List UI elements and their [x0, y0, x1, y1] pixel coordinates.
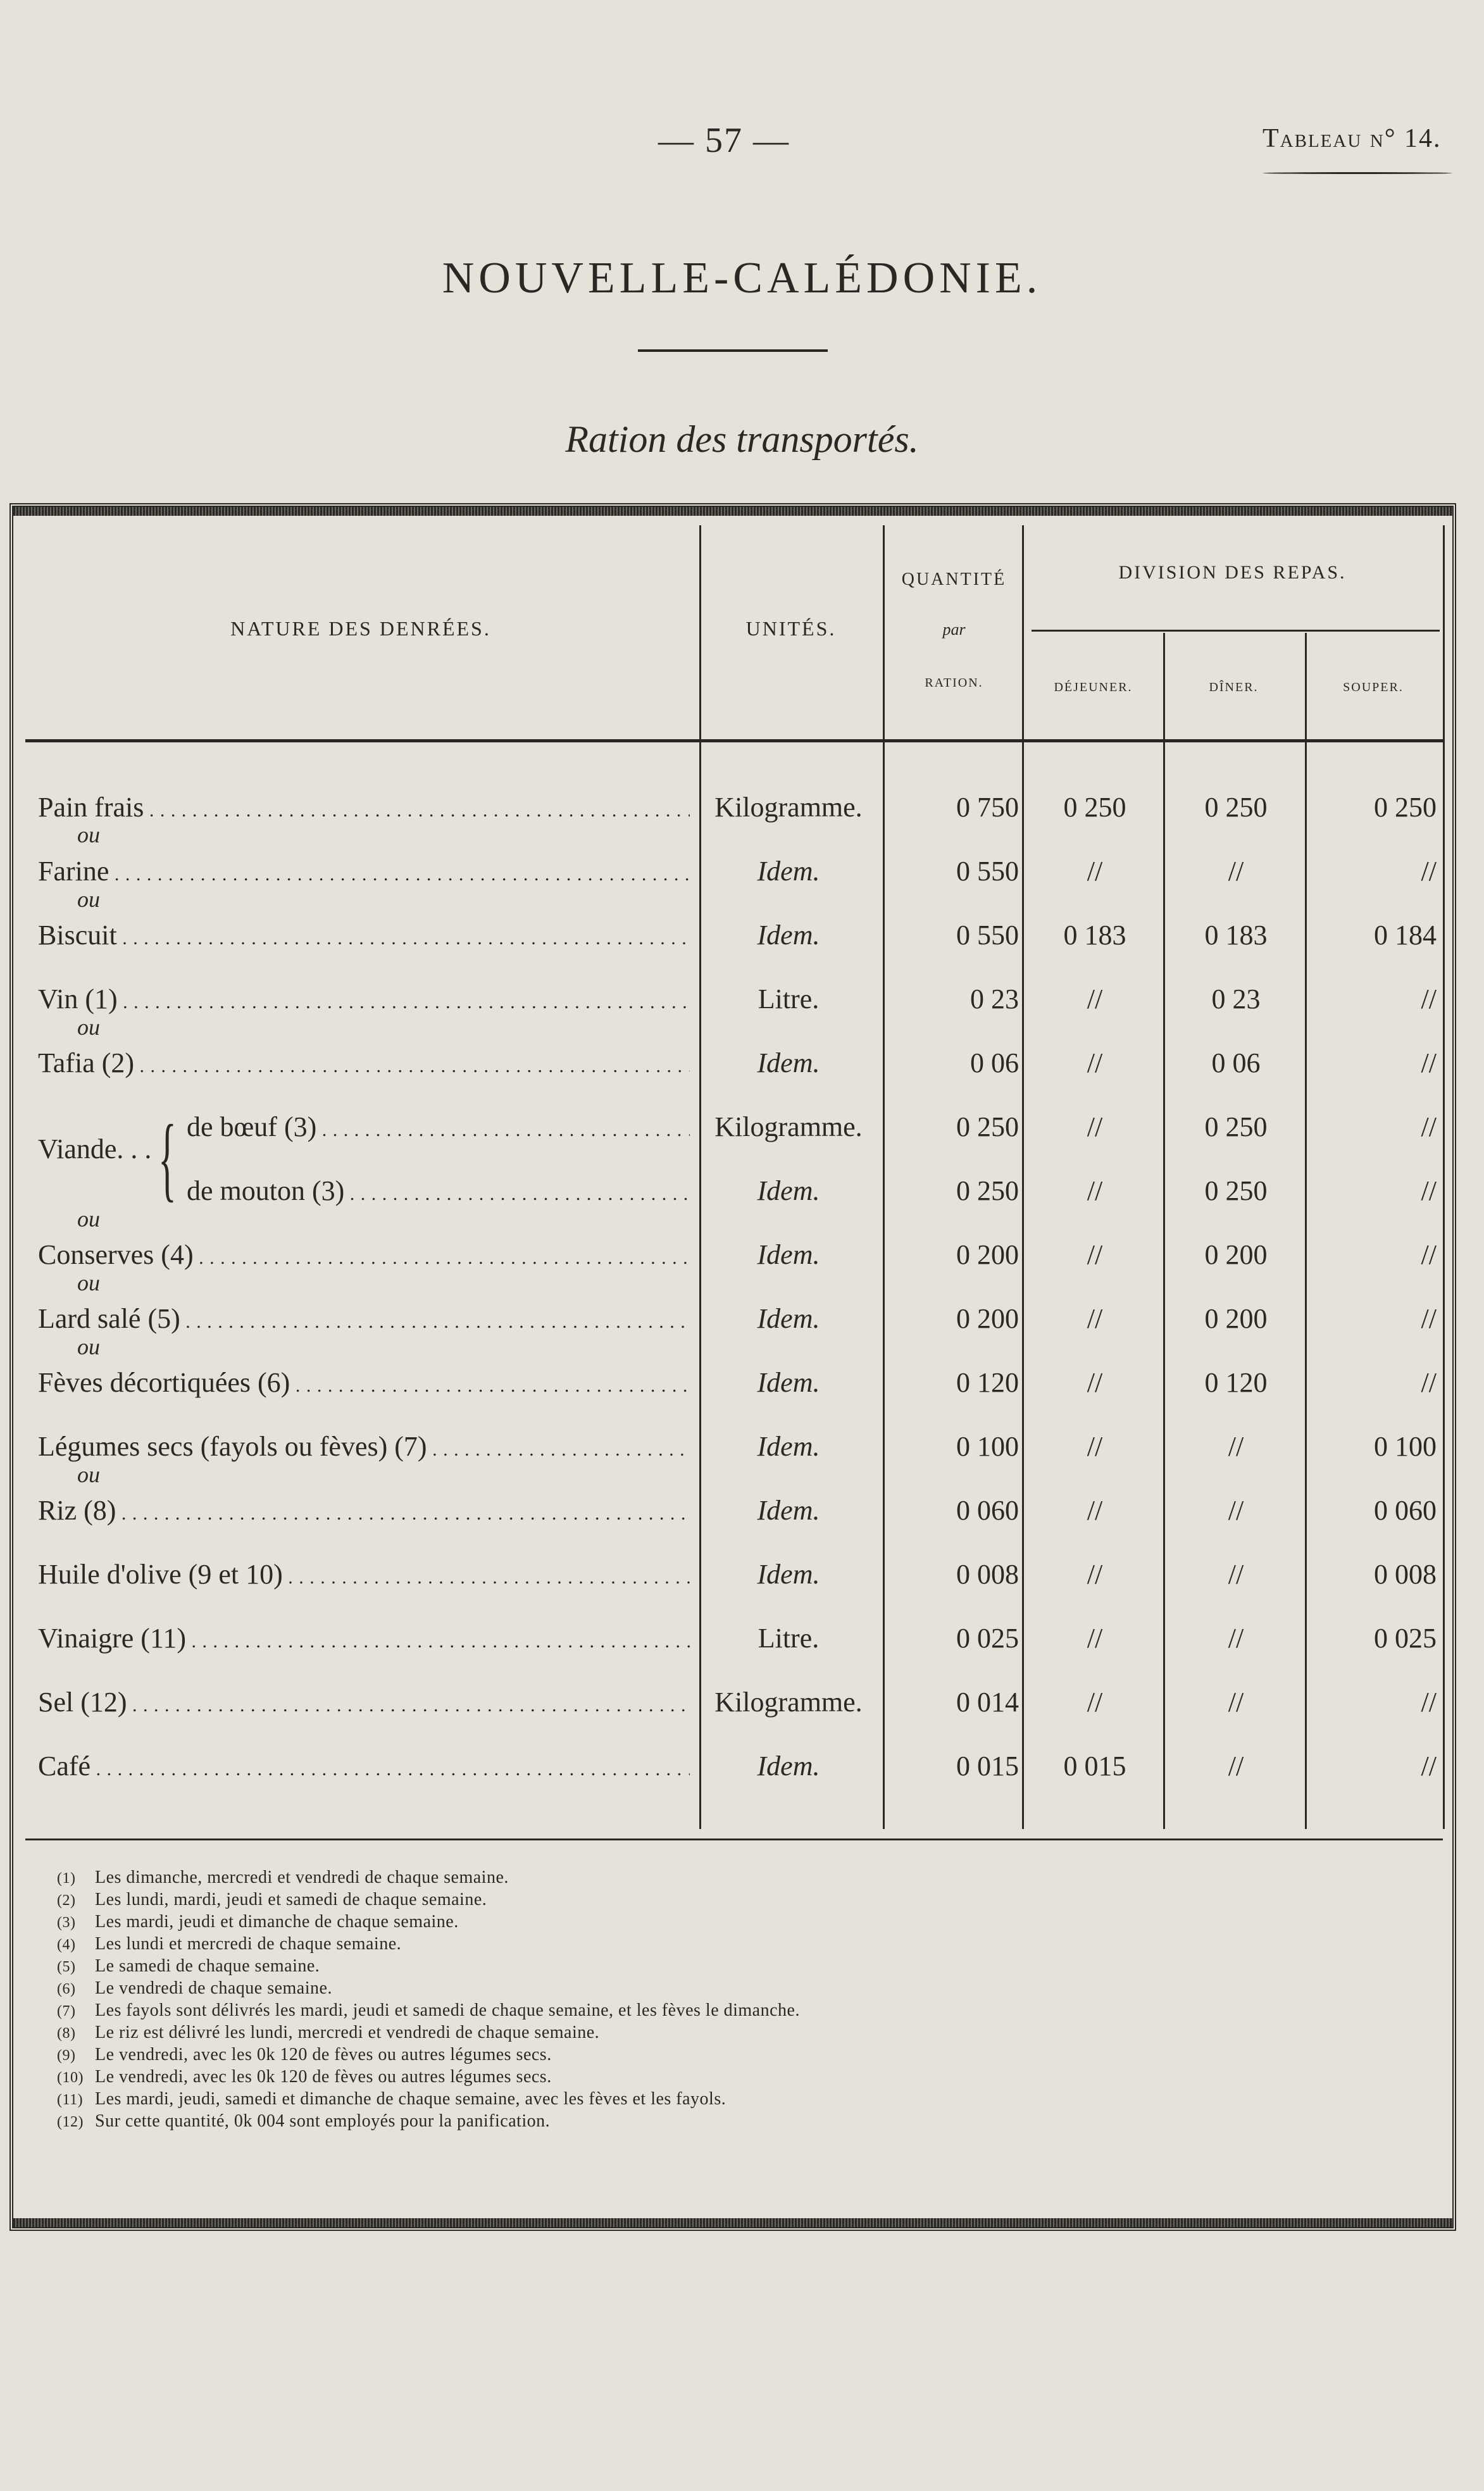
item-diner: 0 250: [1204, 1111, 1268, 1142]
item-diner: 0 200: [1204, 1303, 1268, 1334]
item-diner: 0 200: [1204, 1239, 1268, 1270]
table-row: [0, 1418, 1484, 1482]
item-unit: Kilogramme.: [714, 1111, 863, 1142]
item-dejeuner: 0 015: [1063, 1751, 1126, 1782]
item-dejeuner: //: [1087, 983, 1103, 1015]
table-row: [0, 1098, 1484, 1162]
item-quantity: 0 100: [956, 1431, 1019, 1462]
item-diner: 0 120: [1204, 1367, 1268, 1398]
item-quantity: 0 750: [956, 792, 1019, 823]
footnote: [57, 2000, 800, 2022]
item-diner: 0 183: [1204, 920, 1268, 951]
item-diner: 0 06: [1211, 1047, 1261, 1078]
or-connector: ou: [77, 1206, 100, 1232]
page-number: — 57 —: [658, 121, 790, 160]
footnote-text: Les mardi, jeudi et dimanche de chaque semaine.: [95, 1912, 459, 1932]
item-name: Pain frais . . .: [38, 791, 690, 823]
brace-glyph: {: [158, 1106, 177, 1211]
table-row: [0, 842, 1484, 906]
table-row: [0, 970, 1484, 1034]
item-unit: Idem.: [757, 1559, 820, 1590]
footnote-number: (11): [57, 2092, 84, 2108]
item-quantity: 0 06: [970, 1047, 1019, 1078]
footnote-number: (6): [57, 1981, 76, 1997]
item-diner: //: [1228, 1751, 1244, 1782]
table-row: [0, 906, 1484, 970]
item-souper: //: [1421, 1175, 1437, 1206]
table-body-bottom-rule: [25, 1839, 1443, 1840]
footnote-text: Les dimanche, mercredi et vendredi de chaque semaine.: [95, 1868, 509, 1887]
item-diner: //: [1228, 856, 1244, 887]
footnote-number: (3): [57, 1914, 76, 1931]
footnote-number: (2): [57, 1892, 76, 1909]
item-name: Sel (12) . . .: [38, 1686, 690, 1718]
or-connector: ou: [77, 822, 100, 847]
item-unit: Litre.: [758, 983, 820, 1015]
footnote-text: Le vendredi de chaque semaine.: [95, 1978, 332, 1998]
item-souper: //: [1421, 1303, 1437, 1334]
footnote-number: (12): [57, 2114, 84, 2130]
item-souper: 0 025: [1374, 1623, 1437, 1654]
or-connector: ou: [77, 1015, 100, 1040]
item-diner: 0 250: [1204, 792, 1268, 823]
or-connector: ou: [77, 1462, 100, 1487]
item-quantity: 0 23: [970, 983, 1019, 1015]
footnote: [57, 2022, 800, 2044]
footnote-text: Les lundi et mercredi de chaque semaine.: [95, 1934, 402, 1954]
item-quantity: 0 200: [956, 1239, 1019, 1270]
item-dejeuner: //: [1087, 856, 1103, 887]
table-row: [0, 1226, 1484, 1290]
item-diner: 0 250: [1204, 1175, 1268, 1206]
item-unit: Idem.: [757, 1495, 820, 1526]
item-name: Tafia (2) . . .: [38, 1047, 690, 1079]
table-row: [0, 1673, 1484, 1737]
column-header-quantite: QUANTITÉ: [901, 570, 1007, 589]
column-header-souper: SOUPER.: [1343, 680, 1404, 694]
header-bottom-rule: [25, 739, 1443, 742]
table-row: [0, 1162, 1484, 1226]
footnote-number: (8): [57, 2025, 76, 2042]
or-connector: ou: [77, 1334, 100, 1359]
tableau-label: Tableau n° 14.: [1263, 124, 1442, 153]
page-title: NOUVELLE-CALÉDONIE.: [442, 254, 1042, 303]
footnote: [57, 1867, 800, 1889]
item-unit: Idem.: [757, 1367, 820, 1398]
item-dejeuner: //: [1087, 1303, 1103, 1334]
footnote: [57, 1956, 800, 1978]
item-unit: Idem.: [757, 1239, 820, 1270]
item-quantity: 0 015: [956, 1751, 1019, 1782]
footnote-number: (7): [57, 2003, 76, 2020]
footnote: [57, 1978, 800, 2000]
column-header-dejeuner: DÉJEUNER.: [1054, 680, 1133, 694]
item-name: Conserves (4) . . .: [38, 1239, 690, 1271]
item-name: Vinaigre (11) . . .: [38, 1622, 690, 1654]
footnote: [57, 2111, 800, 2133]
item-quantity: 0 250: [956, 1175, 1019, 1206]
footnote-number: (10): [57, 2070, 84, 2086]
item-quantity: 0 120: [956, 1367, 1019, 1398]
footnote-text: Le vendredi, avec les 0k 120 de fèves ou autres légumes secs.: [95, 2067, 552, 2087]
item-souper: 0 100: [1374, 1431, 1437, 1462]
footnote-text: Sur cette quantité, 0k 004 sont employés pour la panification.: [95, 2111, 551, 2131]
item-dejeuner: //: [1087, 1431, 1103, 1462]
item-souper: //: [1421, 1047, 1437, 1078]
or-connector: ou: [77, 887, 100, 912]
division-rule: [1032, 630, 1440, 632]
item-diner: //: [1228, 1623, 1244, 1654]
column-header-division: DIVISION DES REPAS.: [1118, 562, 1347, 583]
item-diner: //: [1228, 1431, 1244, 1462]
item-unit: Idem.: [757, 920, 820, 951]
footnote: [57, 1889, 800, 1911]
item-quantity: 0 060: [956, 1495, 1019, 1526]
item-name: Huile d'olive (9 et 10) . . .: [38, 1558, 690, 1590]
item-souper: 0 184: [1374, 920, 1437, 951]
item-souper: //: [1421, 1751, 1437, 1782]
item-souper: 0 060: [1374, 1495, 1437, 1526]
item-unit: Idem.: [757, 1751, 820, 1782]
page-subtitle: Ration des transportés.: [565, 418, 919, 460]
item-souper: 0 250: [1374, 792, 1437, 823]
table-row: [0, 1609, 1484, 1673]
footnote-text: Le vendredi, avec les 0k 120 de fèves ou autres légumes secs.: [95, 2045, 552, 2064]
item-souper: //: [1421, 1239, 1437, 1270]
item-dejeuner: //: [1087, 1239, 1103, 1270]
item-souper: //: [1421, 1367, 1437, 1398]
footnote-text: Le samedi de chaque semaine.: [95, 1956, 320, 1976]
item-dejeuner: //: [1087, 1687, 1103, 1718]
column-header-quantite-ration: RATION.: [925, 676, 983, 690]
column-header-unites: UNITÉS.: [745, 617, 837, 640]
item-quantity: 0 550: [956, 856, 1019, 887]
table-row: [0, 1290, 1484, 1354]
item-name: Vin (1) . . .: [38, 983, 690, 1015]
item-dejeuner: 0 250: [1063, 792, 1126, 823]
item-name: Biscuit . . .: [38, 919, 690, 951]
footnote: [57, 2066, 800, 2088]
column-header-diner: DÎNER.: [1209, 680, 1259, 694]
item-name: Riz (8) . . .: [38, 1494, 690, 1526]
item-dejeuner: //: [1087, 1623, 1103, 1654]
item-dejeuner: //: [1087, 1559, 1103, 1590]
item-unit: Idem.: [757, 1047, 820, 1078]
item-diner: //: [1228, 1559, 1244, 1590]
footnote-number: (9): [57, 2047, 76, 2064]
item-souper: //: [1421, 983, 1437, 1015]
item-quantity: 0 250: [956, 1111, 1019, 1142]
item-dejeuner: //: [1087, 1367, 1103, 1398]
item-dejeuner: //: [1087, 1047, 1103, 1078]
item-dejeuner: //: [1087, 1495, 1103, 1526]
item-quantity: 0 025: [956, 1623, 1019, 1654]
table-row: [0, 1737, 1484, 1801]
table-row: [0, 1482, 1484, 1545]
footnote: [57, 1911, 800, 1933]
table-row: [0, 1545, 1484, 1609]
item-name: de mouton (3) . . .: [187, 1175, 690, 1207]
item-unit: Litre.: [758, 1623, 820, 1654]
item-name: Fèves décortiquées (6) . . .: [38, 1366, 690, 1399]
item-dejeuner: //: [1087, 1111, 1103, 1142]
item-quantity: 0 008: [956, 1559, 1019, 1590]
item-unit: Idem.: [757, 856, 820, 887]
table-row: [0, 1354, 1484, 1418]
footnote-number: (4): [57, 1937, 76, 1953]
item-dejeuner: //: [1087, 1175, 1103, 1206]
footnote: [57, 1933, 800, 1956]
title-divider: [638, 349, 828, 352]
item-name: Lard salé (5) . . .: [38, 1302, 690, 1335]
item-unit: Idem.: [757, 1431, 820, 1462]
footnote-text: Les fayols sont délivrés les mardi, jeudi et samedi de chaque semaine, et les fèves le dimanche.: [95, 2001, 800, 2020]
tableau-underline: [1263, 172, 1452, 174]
item-quantity: 0 200: [956, 1303, 1019, 1334]
footnote-number: (1): [57, 1870, 76, 1887]
item-name: Légumes secs (fayols ou fèves) (7) . . .: [38, 1430, 690, 1463]
item-diner: 0 23: [1211, 983, 1261, 1015]
item-souper: //: [1421, 856, 1437, 887]
column-header-quantite-par: par: [942, 620, 966, 639]
or-connector: ou: [77, 1270, 100, 1295]
column-header-nature: NATURE DES DENRÉES.: [230, 617, 491, 640]
footnote: [57, 2088, 800, 2111]
item-unit: Kilogramme.: [714, 1687, 863, 1718]
item-unit: Idem.: [757, 1303, 820, 1334]
item-unit: Idem.: [757, 1175, 820, 1206]
footnote-text: Le riz est délivré les lundi, mercredi et vendredi de chaque semaine.: [95, 2023, 600, 2042]
item-souper: //: [1421, 1111, 1437, 1142]
item-name: Farine . . .: [38, 855, 690, 887]
item-quantity: 0 014: [956, 1687, 1019, 1718]
footnote: [57, 2044, 800, 2066]
item-name: de bœuf (3) . . .: [187, 1111, 690, 1143]
item-name: Café . . .: [38, 1750, 690, 1782]
footnotes: [57, 1867, 800, 2133]
item-diner: //: [1228, 1687, 1244, 1718]
footnote-text: Les mardi, jeudi, samedi et dimanche de chaque semaine, avec les fèves et les fayols.: [95, 2089, 726, 2109]
table-row: [0, 778, 1484, 842]
item-unit: Kilogramme.: [714, 792, 863, 823]
item-souper: //: [1421, 1687, 1437, 1718]
item-diner: //: [1228, 1495, 1244, 1526]
item-quantity: 0 550: [956, 920, 1019, 951]
footnote-number: (5): [57, 1959, 76, 1975]
viande-label: Viande. . .: [38, 1133, 152, 1164]
item-dejeuner: 0 183: [1063, 920, 1126, 951]
footnote-text: Les lundi, mardi, jeudi et samedi de chaque semaine.: [95, 1890, 487, 1909]
table-row: [0, 1034, 1484, 1098]
item-souper: 0 008: [1374, 1559, 1437, 1590]
